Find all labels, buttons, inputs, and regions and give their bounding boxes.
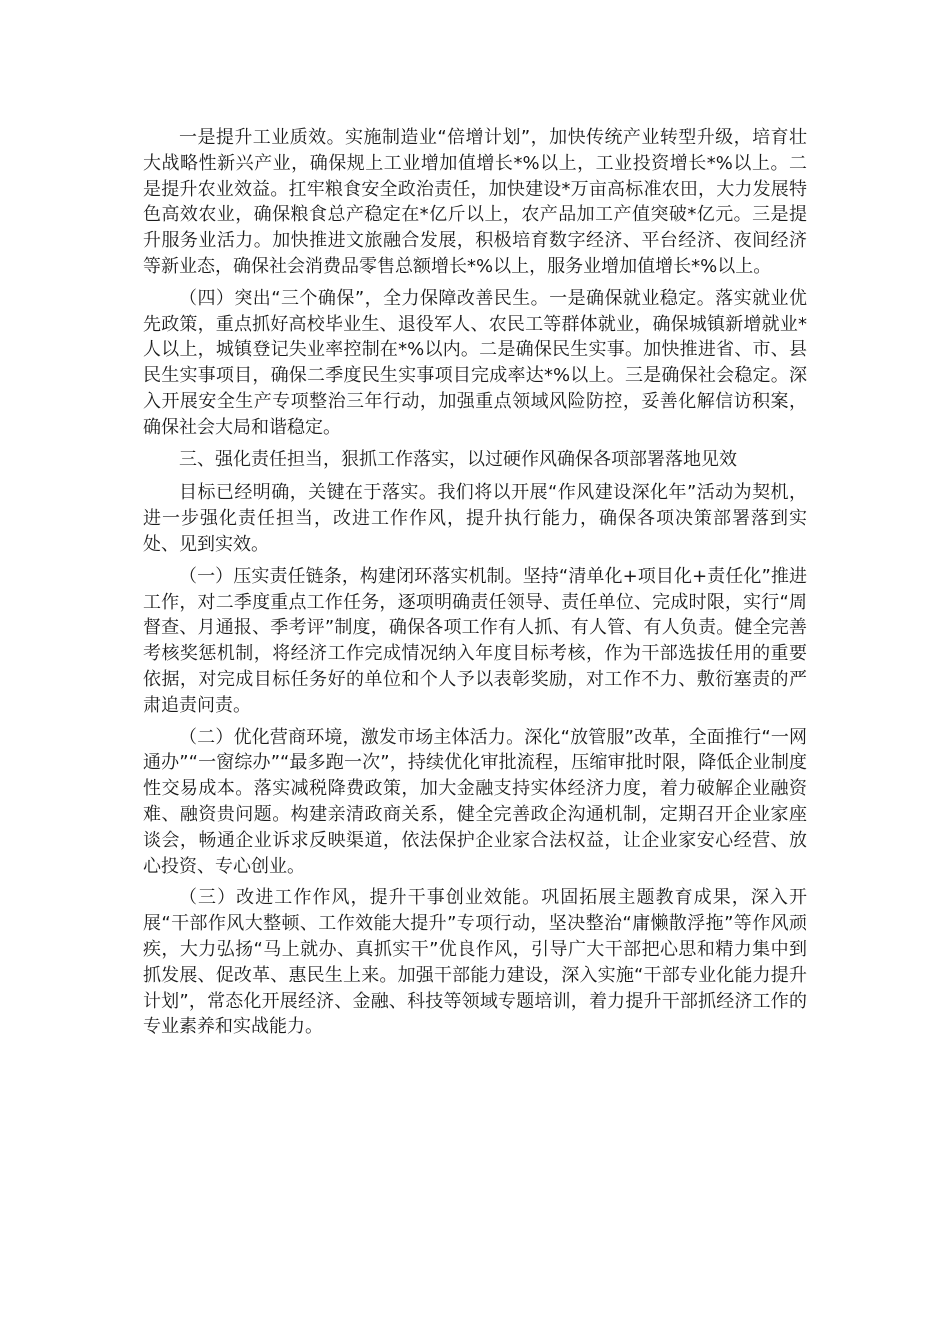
- document-page: [143, 125, 807, 1046]
- paragraph-goal-implementation: 目标已经明确，关键在于落实。我们将以开展“作风建设深化年”活动为契机，进一步强化责任担当，改进工作作风，提升执行能力，确保各项决策部署落到实处、见到实效。: [143, 482, 807, 555]
- paragraph-work-style: （三）改进工作作风，提升干事创业效能。巩固拓展主题教育成果，深入开展“干部作风大整顿、工作效能大提升”专项行动，坚决整治“庸懒散浮拖”等作风顽疾，大力弘扬“马上就办、真抓实干”优良作风，引导广大干部把心思和精力集中到抓发展、促改革、惠民生上来。加强干部能力建设，深入实施“干部专业化能力提升计划”，常态化开展经济、金融、科技等领域专题培训，着力提升干部抓经济工作的专业素养和实战能力。: [143, 887, 807, 1038]
- paragraph-responsibility-chain: （一）压实责任链条，构建闭环落实机制。坚持“清单化+项目化+责任化”推进工作，对二季度重点工作任务，逐项明确责任领导、责任单位、完成时限，实行“周督查、月通报、季考评”制度，确保各项工作有人抓、有人管、有人负责。健全完善考核奖惩机制，将经济工作完成情况纳入年度目标考核，作为干部选拔任用的重要依据，对完成目标任务好的单位和个人予以表彰奖励，对工作不力、敷衍塞责的严肃追责问责。: [143, 565, 807, 716]
- paragraph-business-environment: （二）优化营商环境，激发市场主体活力。深化“放管服”改革，全面推行“一网通办”“一窗综办”“最多跑一次”，持续优化审批流程，压缩审批时限，降低企业制度性交易成本。落实减税降费政策，加大金融支持实体经济力度，着力破解企业融资难、融资贵问题。构建亲清政商关系，健全完善政企沟通机制，定期召开企业家座谈会，畅通企业诉求反映渠道，依法保护企业家合法权益，让企业家安心经营、放心投资、专心创业。: [143, 726, 807, 877]
- section-heading-3: 三、强化责任担当，狠抓工作落实，以过硬作风确保各项部署落地见效: [179, 448, 737, 470]
- paragraph-section-4-livelihood: （四）突出“三个确保”，全力保障改善民生。一是确保就业稳定。落实就业优先政策，重点抓好高校毕业生、退役军人、农民工等群体就业，确保城镇新增就业*人以上，城镇登记失业率控制在*%以内。二是确保民生实事。加快推进省、市、县民生实事项目，确保二季度民生实事项目完成率达*%以上。三是确保社会稳定。深入开展安全生产专项整治三年行动，加强重点领域风险防控，妥善化解信访积案，确保社会大局和谐稳定。: [143, 287, 807, 438]
- paragraph-industry-agriculture-services: 一是提升工业质效。实施制造业“倍增计划”，加快传统产业转型升级，培育壮大战略性新兴产业，确保规上工业增加值增长*%以上，工业投资增长*%以上。二是提升农业效益。扛牢粮食安全政治责任，加快建设*万亩高标准农田，大力发展特色高效农业，确保粮食总产稳定在*亿斤以上，农产品加工产值突破*亿元。三是提升服务业活力。加快推进文旅融合发展，积极培育数字经济、平台经济、夜间经济等新业态，确保社会消费品零售总额增长*%以上，服务业增加值增长*%以上。: [143, 127, 807, 277]
